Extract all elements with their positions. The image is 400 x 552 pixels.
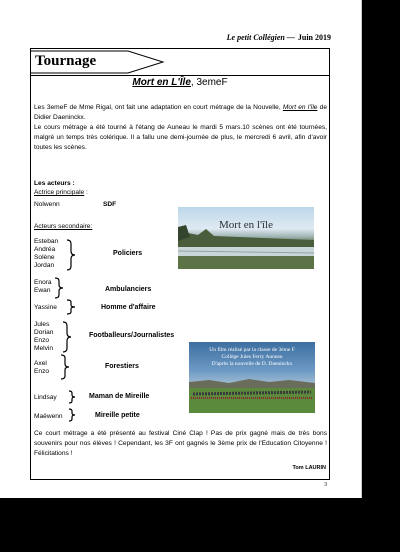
brace-icon: [67, 390, 77, 404]
actor-name: Axel: [34, 360, 47, 367]
caption-line: Collège Jules Ferry Auneau: [221, 354, 283, 360]
brace-icon: [65, 239, 77, 271]
actor-name: Esteban: [34, 238, 59, 245]
main-actress-name: Nolwenn: [34, 201, 60, 208]
main-actress-role: SDF: [103, 201, 117, 208]
actor-group-policiers: [34, 238, 58, 270]
brace-icon: [59, 354, 71, 380]
newsletter-title: Le petit Collégien —: [226, 33, 295, 42]
actor-name: Yassine: [34, 304, 57, 311]
actor-name: Melvin: [34, 345, 54, 352]
actor-name: Enora: [34, 279, 52, 286]
lake-scene-icon: [178, 207, 314, 269]
issue-date: Juin 2019: [297, 33, 331, 42]
role-label: Ambulanciers: [105, 286, 152, 293]
crew-photo: [189, 342, 315, 413]
running-head: [227, 33, 331, 42]
article-title: [31, 77, 329, 88]
page-number: 3: [324, 482, 327, 488]
brace-icon: [61, 321, 73, 353]
role-label: Footballeurs/Journalistes: [89, 332, 175, 339]
actor-name: Ewan: [34, 287, 51, 294]
article-title-class: , 3emeF: [190, 77, 228, 88]
secondary-actors-label: Acteurs secondaire:: [34, 223, 93, 230]
actor-name: Enzo: [34, 337, 50, 344]
actor-name: Solène: [34, 254, 55, 261]
role-label: Mireille petite: [95, 412, 140, 419]
actor-name: Dorian: [34, 329, 54, 336]
article-frame: [30, 48, 330, 480]
actor-name: Andréa: [34, 246, 56, 253]
photo-title: Mort en l'île: [219, 219, 273, 231]
section-title: Tournage: [35, 53, 97, 69]
actor-group-ambulanciers: [34, 279, 52, 295]
caption-line: Un film réalisé par la classe de 3ème F: [209, 347, 295, 353]
photo-caption: [189, 347, 315, 368]
actor-name: Jordan: [34, 262, 55, 269]
role-label: Forestiers: [105, 363, 139, 370]
role-label: Maman de Mireille: [89, 393, 150, 400]
brace-icon: [67, 408, 77, 422]
actor-group-footballeurs: [34, 321, 53, 353]
lake-photo: [178, 207, 314, 269]
section-header: [31, 49, 329, 76]
actor-group-homme-affaire: [34, 304, 57, 312]
article-title-film: Mort en L'Île: [132, 77, 191, 88]
intro-text: Les 3emeF de Mme Rigal, ont fait une adaptation en court métrage de la Nouvelle,: [34, 104, 283, 111]
main-actress-label-text: Actrice principale: [34, 189, 85, 196]
main-actress-label: [34, 188, 88, 198]
author-signature: Tom LAURIN: [292, 465, 326, 471]
brace-icon: [53, 277, 65, 299]
intro-film-title: Mort en l'île: [282, 104, 318, 111]
actor-name: Enzo: [34, 368, 50, 375]
main-actress-label-colon: :: [84, 189, 88, 196]
intro-paragraph-1: [34, 103, 327, 123]
actor-group-forestiers: [34, 360, 49, 376]
actor-name: Maëwenn: [34, 413, 63, 420]
actors-heading: Les acteurs :: [34, 180, 75, 187]
caption-line: D'après la nouvelle de D. Daeninckx: [211, 361, 293, 367]
brace-icon: [65, 299, 77, 315]
actor-name: Lindsay: [34, 394, 57, 401]
article-intro: [34, 103, 327, 153]
role-label: Homme d'affaire: [101, 304, 156, 311]
actor-name: Jules: [34, 321, 50, 328]
intro-paragraph-2: Le cours métrage a été tourné à l'étang de Auneau le mardi 5 mars.10 scènes ont été tournées, malgré un temps très colérique. Il a fallu une demi-journée de plus, le mercredi 6 avril, afin d'avoir toutes les scènes.: [34, 124, 327, 151]
intro-text-end: de Didier Daeninckx.: [34, 104, 327, 121]
article-conclusion: Ce court métrage a été présenté au festival Ciné Clap ! Pas de prix gagné mais de très bons souvenirs pour nos élèves ! Cependant, les 3F ont gagnés le 3ème prix de l'Education Citoyenne ! Félicitations !: [34, 430, 327, 457]
role-label: Policiers: [113, 250, 143, 257]
